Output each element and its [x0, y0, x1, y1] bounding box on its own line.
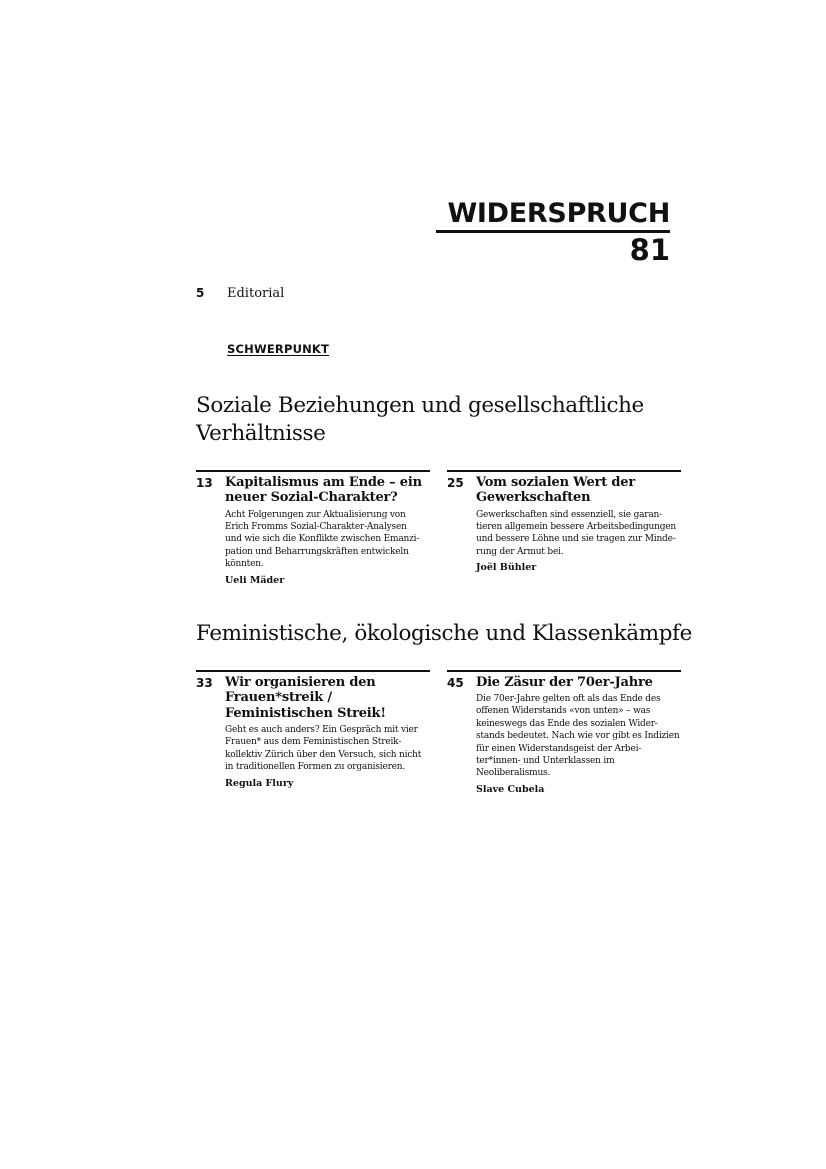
- article-title: Die Zäsur der 70er-Jahre: [476, 674, 653, 690]
- editorial-title: Editorial: [227, 286, 285, 301]
- article-description: Acht Folgerungen zur Aktualisierung von Erich Fromms Sozial-Charakter-Analysen und wie sich die Konflikte zwischen Emanzi- pation und Beharrungskräften entwickeln könnten.: [225, 509, 420, 570]
- article-page-number: 33: [196, 675, 213, 690]
- article-description: Gewerkschaften sind essenziell, sie garan- tieren allgemein bessere Arbeitsbedingungen und bessere Löhne und sie tragen zur Minde- rung der Armut bei.: [476, 509, 677, 557]
- article-title: Vom sozialen Wert der Gewerkschaften: [476, 474, 635, 505]
- section-heading: [196, 392, 644, 448]
- section-heading: Feministische, ökologische und Klassenkämpfe: [196, 621, 692, 646]
- section-label: SCHWERPUNKT: [227, 342, 330, 356]
- masthead: [436, 199, 670, 265]
- issue-number: 81: [629, 233, 670, 267]
- article-description: Geht es auch anders? Ein Gespräch mit vier Frauen* aus dem Feministischen Streik- kollektiv Zürich über den Versuch, sich nicht in traditionellen Formen zu organisieren.: [225, 725, 422, 773]
- article-page-number: 25: [447, 475, 464, 490]
- section-heading-line: Verhältnisse: [196, 421, 326, 446]
- article-description: Die 70er-Jahre gelten oft als das Ende des offenen Widerstands «von unten» – was keineswegs das Ende des sozialen Wider- stands bedeutet. Nach wie vor gibt es Indizien für einen Widerstandsgeist der Arbei- ter*innen- und Unterklassen im Neoliberalismus.: [476, 694, 680, 779]
- article-page-number: 13: [196, 475, 213, 490]
- article-author: Ueli Mäder: [225, 574, 285, 586]
- article-entry: [447, 470, 681, 573]
- article-entry: [196, 470, 430, 586]
- article-title: Kapitalismus am Ende – ein neuer Sozial-Charakter?: [225, 474, 422, 505]
- article-author: Slave Cubela: [476, 783, 545, 795]
- editorial-page-number: 5: [196, 286, 205, 300]
- article-page-number: 45: [447, 675, 464, 690]
- article-author: Joël Bühler: [476, 562, 537, 574]
- journal-title: WIDERSPRUCH: [447, 198, 670, 229]
- article-entry: [196, 670, 430, 789]
- article-entry: [447, 670, 681, 795]
- section-heading-line: Soziale Beziehungen und gesellschaftliche: [196, 393, 644, 418]
- article-author: Regula Flury: [225, 777, 294, 789]
- article-title: Wir organisieren den Frauen*streik / Feministischen Streik!: [225, 674, 386, 721]
